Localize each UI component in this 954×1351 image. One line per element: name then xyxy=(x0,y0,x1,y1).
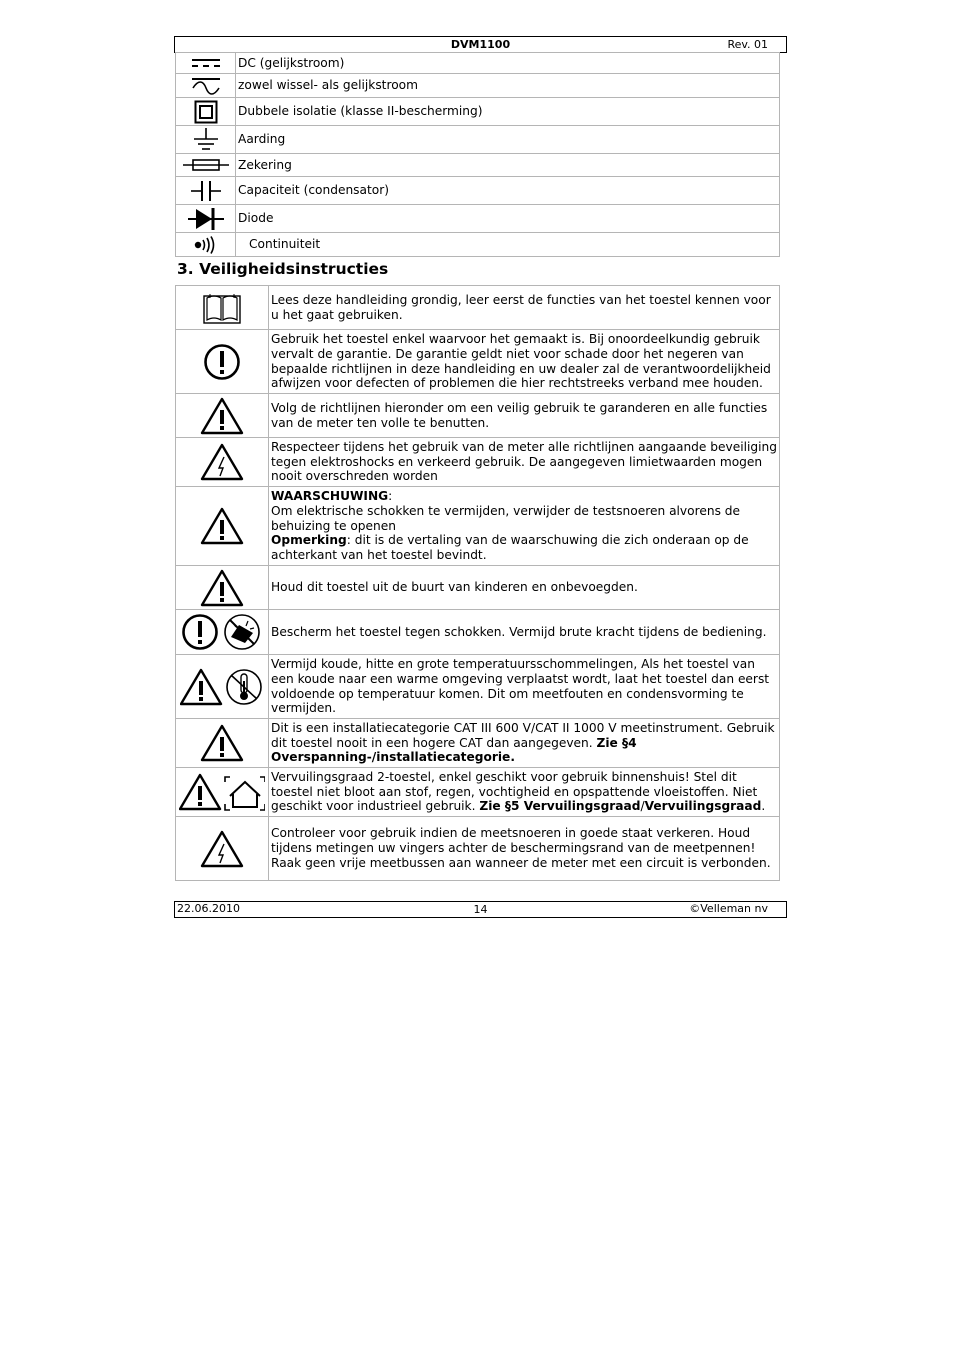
diode-icon xyxy=(176,205,236,233)
table-row xyxy=(176,286,780,330)
colon: : xyxy=(388,489,393,504)
note-label: Opmerking xyxy=(271,533,347,548)
symbol-label: Zekering xyxy=(236,154,780,177)
table-row xyxy=(176,817,780,881)
electric-shock-icon xyxy=(176,817,269,881)
pollution-reference-2: Vervuilingsgraad xyxy=(644,799,762,814)
symbol-table xyxy=(175,52,780,257)
symbol-label: Capaciteit (condensator) xyxy=(236,177,780,205)
safety-text: Bescherm het toestel tegen schokken. Vermijd brute kracht tijdens de bediening. xyxy=(269,610,780,655)
table-row xyxy=(176,438,780,487)
warning-icon xyxy=(176,566,269,610)
table-row xyxy=(176,566,780,610)
section-title: 3. Veiligheidsinstructies xyxy=(177,260,389,278)
attention-no-shock-icons xyxy=(176,610,269,655)
fuse-icon xyxy=(176,154,236,177)
safety-text xyxy=(269,487,780,566)
safety-text: Volg de richtlijnen hieronder om een veilig gebruik te garanderen en alle functies van de meter ten volle te benutten. xyxy=(269,394,780,438)
electric-shock-icon xyxy=(176,438,269,487)
safety-text: Gebruik het toestel enkel waarvoor het gemaakt is. Bij onoordeelkundig gebruik vervalt de garantie. De garantie geldt niet voor schade door het negeren van bepaalde richtlijnen in deze handleiding en uw dealer zal de verantwoordelijkheid afwijzen voor defecten of problemen die hier rechtstreeks verband mee houden. xyxy=(269,330,780,394)
warning-icon xyxy=(181,670,221,704)
pollution-reference-1: Zie §5 Vervuilingsgraad xyxy=(479,799,641,814)
warning-text: Om elektrische schokken te vermijden, verwijder de testsnoeren alvorens de behuizing te openen xyxy=(271,503,741,533)
table-row xyxy=(176,394,780,438)
warning-icon xyxy=(176,394,269,438)
footer-date: 22.06.2010 xyxy=(177,902,240,915)
slash: / xyxy=(640,799,645,814)
table-row xyxy=(176,487,780,566)
page-footer xyxy=(174,901,787,918)
safety-text: Controleer voor gebruik indien de meetsnoeren in goede staat verkeren. Houd tijdens metingen uw vingers achter de beschermingsrand van de meetpennen! Raak geen vrije meetbussen aan wanneer de meter met een circuit is verbonden. xyxy=(269,817,780,881)
symbol-label: DC (gelijkstroom) xyxy=(236,53,780,74)
symbol-label: Dubbele isolatie (klasse II-bescherming) xyxy=(236,98,780,126)
symbol-label: Aarding xyxy=(236,126,780,154)
attention-icon xyxy=(184,616,217,649)
symbol-label: zowel wissel- als gelijkstroom xyxy=(236,74,780,98)
thermometer-icon xyxy=(227,670,261,704)
page-number: 14 xyxy=(473,903,488,916)
table-row xyxy=(176,53,780,74)
continuity-icon xyxy=(176,233,236,257)
double-insulation-icon xyxy=(176,98,236,126)
cat-text: Dit is een installatiecategorie CAT III 600 V/CAT II 1000 V meetinstrument. Gebruik dit toestel nooit in een hogere CAT dan aangegeven. xyxy=(271,720,775,750)
safety-table xyxy=(175,285,780,881)
table-row xyxy=(176,126,780,154)
warning-indoor-icons xyxy=(176,768,269,817)
table-row xyxy=(176,233,780,257)
safety-text: Houd dit toestel uit de buurt van kinderen en onbevoegden. xyxy=(269,566,780,610)
table-row xyxy=(176,655,780,719)
revision: Rev. 01 xyxy=(727,38,768,51)
safety-text xyxy=(269,719,780,768)
table-row xyxy=(176,177,780,205)
note-text: : dit is de vertaling van de waarschuwing die zich onderaan op de achterkant van het toestel bevindt. xyxy=(271,533,749,563)
indoor-use-icon xyxy=(225,777,265,810)
table-row xyxy=(176,719,780,768)
table-row xyxy=(176,610,780,655)
symbol-label: Diode xyxy=(236,205,780,233)
capacitor-icon xyxy=(176,177,236,205)
pollution-text: Vervuilingsgraad 2-toestel, enkel geschikt voor gebruik binnenshuis! Stel dit toestel niet bloot aan stof, regen, vochtigheid en opspattende vloeistoffen. Niet geschikt voor industrieel gebruik. xyxy=(271,769,758,814)
safety-text xyxy=(269,768,780,817)
table-row xyxy=(176,330,780,394)
safety-text: Respecteer tijdens het gebruik van de meter alle richtlijnen aangaande beveiliging tegen elektroshocks en verkeerd gebruik. De aangegeven limietwaarden mogen nooit overschreden worden xyxy=(269,438,780,487)
manual-book-icon xyxy=(176,286,269,330)
warning-icon xyxy=(180,775,220,809)
table-row xyxy=(176,205,780,233)
warning-label: WAARSCHUWING xyxy=(271,489,389,504)
safety-text: Lees deze handleiding grondig, leer eerst de functies van het toestel kennen voor u het gaat gebruiken. xyxy=(269,286,780,330)
warning-icon xyxy=(176,487,269,566)
ac-dc-icon xyxy=(176,74,236,98)
table-row xyxy=(176,98,780,126)
safety-text: Vermijd koude, hitte en grote temperatuursschommelingen, Als het toestel van een koude naar een warme omgeving verplaatst wordt, laat het toestel dan eerst voldoende op temperatuur komen. Dit om meetfouten en condensvorming te vermijden. xyxy=(269,655,780,719)
page-header xyxy=(174,36,787,53)
model-name: DVM1100 xyxy=(450,38,511,51)
symbol-label: Continuiteit xyxy=(236,233,780,257)
warning-temperature-icons xyxy=(176,655,269,719)
copyright: ©Velleman nv xyxy=(689,902,768,915)
table-row xyxy=(176,768,780,817)
table-row xyxy=(176,154,780,177)
cat-reference: Zie §4 Overspanning-/installatiecategorie. xyxy=(271,735,637,765)
ground-icon xyxy=(176,126,236,154)
dc-icon xyxy=(176,53,236,74)
no-shock-icon xyxy=(225,615,259,649)
attention-icon xyxy=(176,330,269,394)
table-row xyxy=(176,74,780,98)
period: . xyxy=(761,799,766,814)
warning-icon xyxy=(176,719,269,768)
